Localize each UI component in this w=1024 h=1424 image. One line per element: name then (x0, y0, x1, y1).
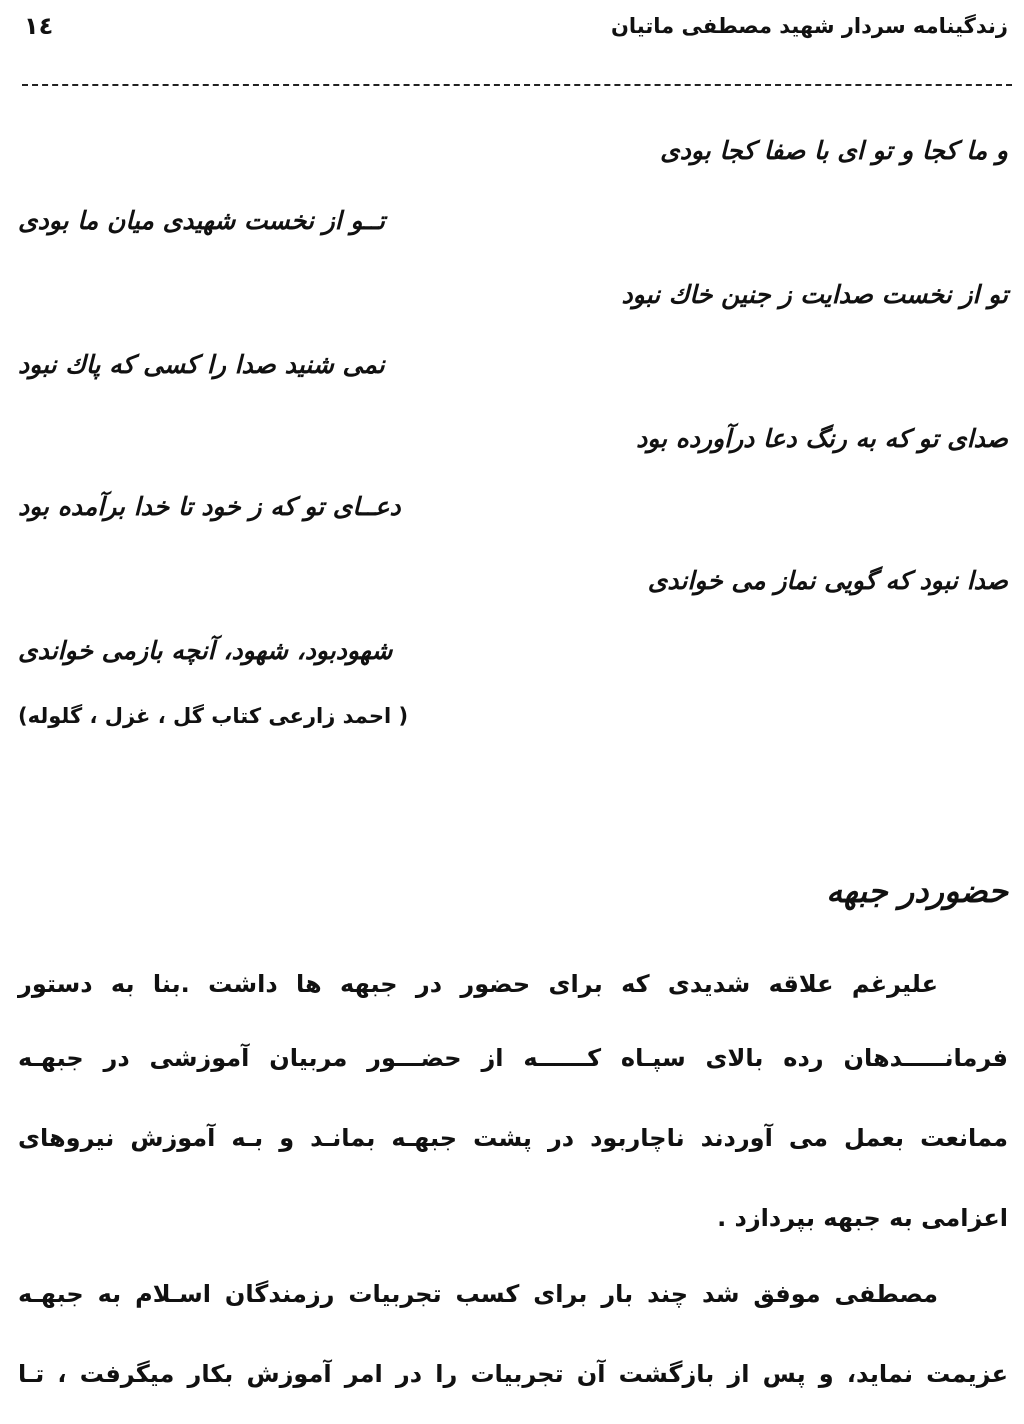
poem-verse: صدای تو که به رنگ دعا درآورده بود (636, 424, 1008, 453)
section-heading: حضوردر جبهه (826, 872, 1008, 910)
running-header-title: زندگینامه سردار شهید مصطفی ماتیان (611, 14, 1008, 38)
paragraph-line: اعزامی به جبهه بپردازد . (717, 1204, 1008, 1232)
poem-citation: ( احمد زارعی کتاب گل ، غزل ، گلوله) (18, 704, 409, 728)
poem-verse: تو از نخست صدایت ز جنین خاك نبود (621, 280, 1008, 309)
poem-verse: نمی شنید صدا را کسی که پاك نبود (18, 350, 385, 379)
paragraph-line: ممانعت بعمل می آوردند ناچاربود در پشت جبهـه بمانـد و بـه آموزش نیروهای (18, 1124, 1008, 1152)
paragraph-line: مصطفی موفق شد چند بار برای کسب تجربیات رزمندگان اسـلام به جبهـه (18, 1280, 938, 1308)
header-divider (22, 84, 1012, 86)
poem-verse: تــو از نخست شهیدی میان ما بودی (18, 206, 385, 235)
poem-verse: صدا نبود که گویی نماز می خواندی (647, 566, 1008, 595)
paragraph-line: فرمانـــــدهان رده بالای سپـاه کــــــه از حضـــور مربیان آموزشی در جبهـه (18, 1044, 1008, 1072)
poem-verse: و ما کجا و تو ای با صفا کجا بودی (660, 136, 1008, 165)
page-number: ۱٤ (24, 12, 54, 40)
paragraph-line: علیرغم علاقه شدیدی که برای حضور در جبهه ها داشت .بنا به دستور (18, 970, 938, 998)
poem-verse: شهودبود، شهود، آنچه بازمی خواندی (18, 636, 393, 665)
paragraph-line: عزیمت نماید، و پس از بازگشت آن تجربیات را در امر آموزش بکار میگرفت ، تـا (18, 1360, 1008, 1388)
poem-verse: دعــای تو که ز خود تا خدا برآمده بود (18, 492, 401, 521)
